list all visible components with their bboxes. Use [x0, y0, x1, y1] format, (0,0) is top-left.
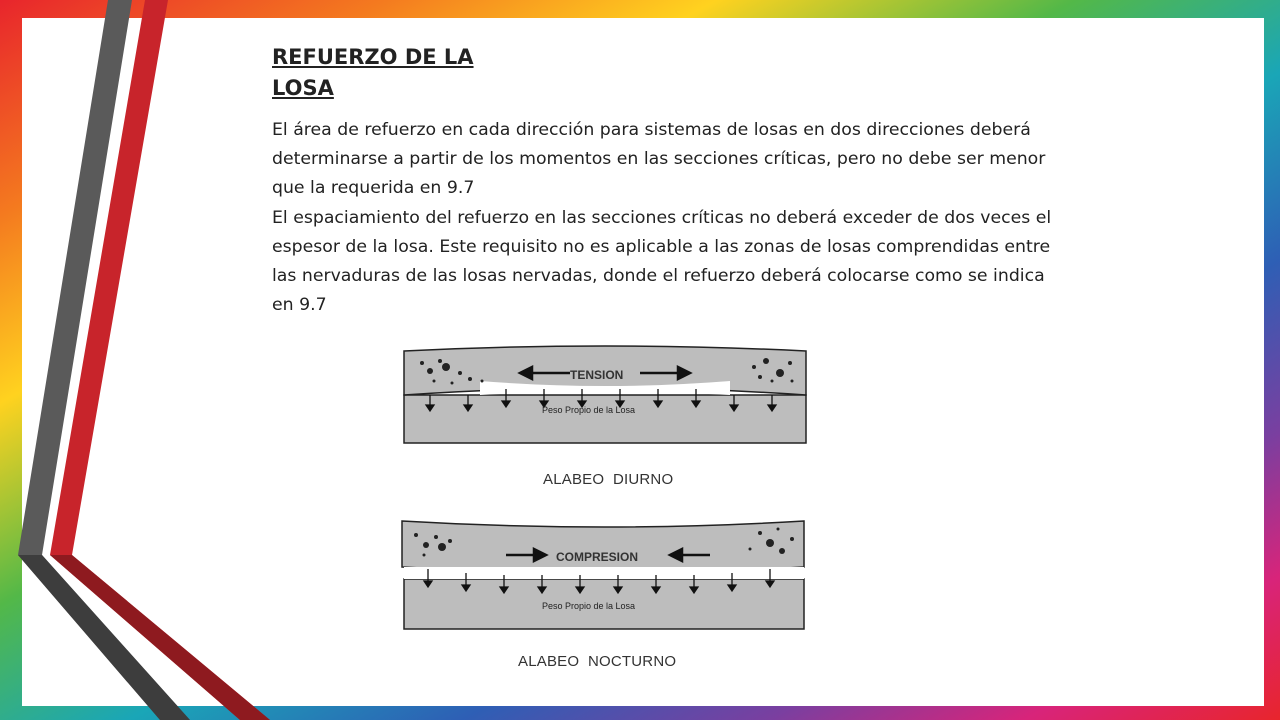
paragraph-2: El espaciamiento del refuerzo en las secciones críticas no deberá exceder de dos veces el espesor de la losa. Este requisito no es aplicable a las zonas de losas comprendidas entre las nervaduras de las losas nervadas, donde el refuerzo deberá colocarse como se indica en 9.7 [272, 207, 1052, 316]
diagram-compression [400, 515, 810, 635]
diagram-tension [400, 343, 810, 448]
load-label: Peso Propio de la Losa [542, 601, 636, 611]
warped-slab [402, 521, 804, 573]
caption-nocturno: ALABEO NOCTURNO [518, 653, 677, 670]
compression-label: COMPRESION [556, 550, 639, 564]
paragraph-1: El área de refuerzo en cada dirección para sistemas de losas en dos direcciones deberá determinarse a partir de los momentos en las secciones críticas, pero no debe ser menor que la requerida en 9.7 [272, 120, 1046, 199]
body-text [272, 116, 1062, 320]
tension-label: TENSION [570, 368, 624, 382]
base-slab [404, 395, 806, 443]
load-label: Peso Propio de la Losa [542, 405, 636, 415]
caption-diurno: ALABEO DIURNO [543, 471, 674, 488]
page-title: REFUERZO DE LA LOSA [272, 45, 474, 100]
